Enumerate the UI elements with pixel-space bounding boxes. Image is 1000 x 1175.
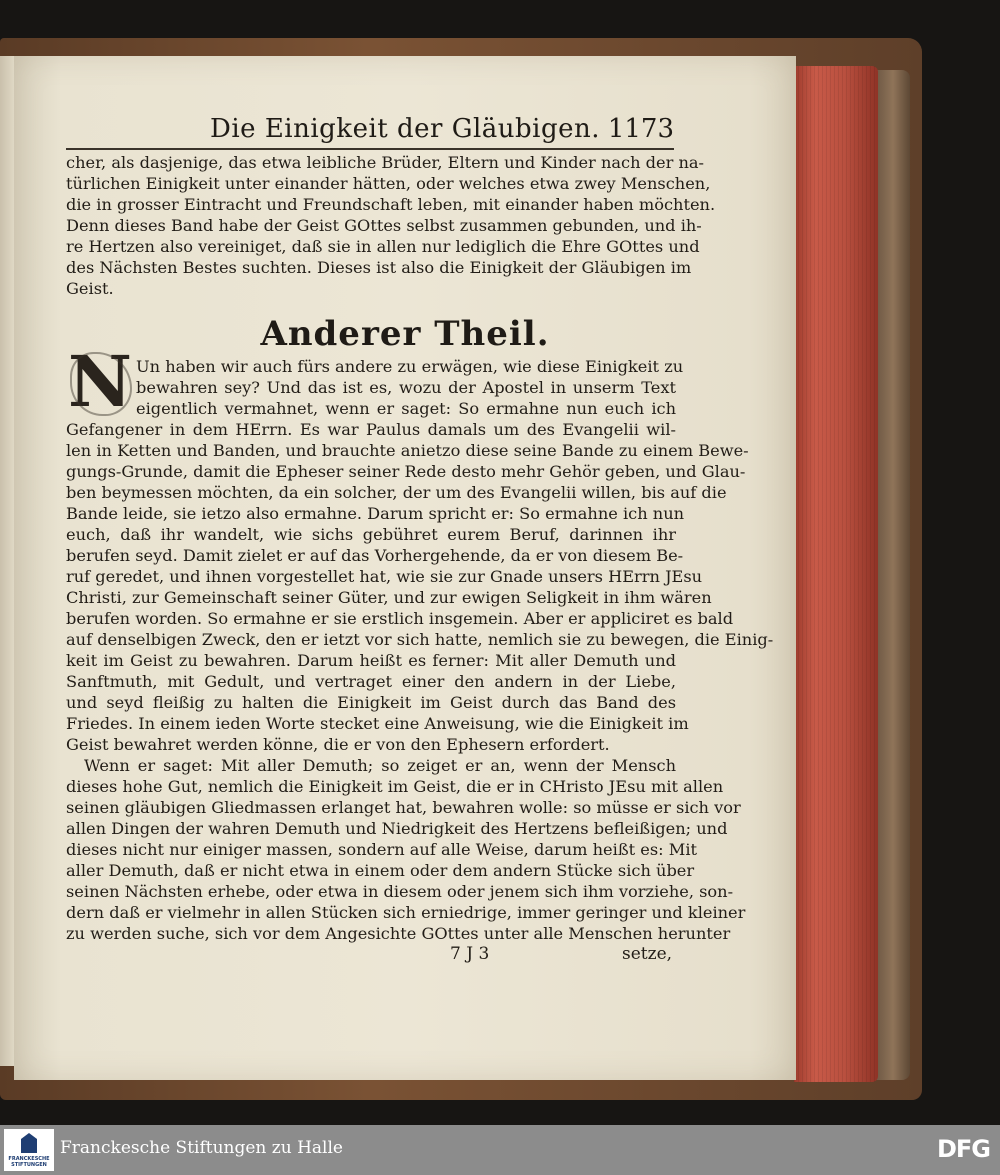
text-line: bewahren sey? Und das ist es, wozu der Apostel in unserm Text: [136, 378, 676, 397]
text-line: auf denselbigen Zweck, den er ietzt vor sich hatte, nemlich sie zu bewegen, die Einig-: [66, 630, 774, 649]
text-line: Christi, zur Gemeinschaft seiner Güter, und zur ewigen Seligkeit in ihm wären: [66, 588, 712, 607]
text-line: keit im Geist zu bewahren. Darum heißt es ferner: Mit aller Demuth und: [66, 651, 676, 670]
text-line: und seyd fleißig zu halten die Einigkeit im Geist durch das Band des: [66, 693, 676, 712]
text-line: seinen Nächsten erhebe, oder etwa in diesem oder jenem sich ihm vorziehe, son-: [66, 882, 734, 901]
text-line: berufen worden. So ermahne er sie erstlich insgemein. Aber er appliciret es bald: [66, 609, 734, 628]
text-line: Un haben wir auch fürs andere zu erwägen, wie diese Einigkeit zu: [136, 357, 684, 376]
text-line: len in Ketten und Banden, und brauchte anietzo diese seine Bande zu einem Bewe-: [66, 441, 749, 460]
text-line: Wenn er saget: Mit aller Demuth; so zeiget er an, wenn der Mensch: [84, 756, 676, 775]
footer-bar: [0, 1125, 1000, 1175]
page-number: 1173: [607, 114, 674, 144]
franckesche-logo[interactable]: [4, 1129, 54, 1171]
logo-icon: [21, 1133, 37, 1153]
text-line: Geist.: [66, 279, 114, 298]
text-line: des Nächsten Bestes suchten. Dieses ist also die Einigkeit der Gläubigen im: [66, 258, 692, 277]
text-line: dieses nicht nur einiger massen, sondern auf alle Weise, darum heißt es: Mit: [66, 840, 698, 859]
signature-mark: 7 J 3: [450, 944, 490, 964]
text-line: cher, als dasjenige, das etwa leibliche Brüder, Eltern und Kinder nach der na-: [66, 153, 705, 172]
text-line: seinen gläubigen Gliedmassen erlanget hat, bewahren wolle: so müsse er sich vor: [66, 798, 741, 817]
logo-text: FRANCKESCHE STIFTUNGEN: [8, 1156, 50, 1168]
text-line: türlichen Einigkeit unter einander hätten, oder welches etwa zwey Menschen,: [66, 174, 711, 193]
text-line: dieses hohe Gut, nemlich die Einigkeit im Geist, die er in CHristo JEsu mit allen: [66, 777, 724, 796]
header-rule: [66, 148, 674, 150]
text-line: zu werden suche, sich vor dem Angesichte GOttes unter alle Menschen herunter: [66, 924, 731, 943]
dfg-logo[interactable]: DFG: [936, 1135, 990, 1163]
text-line: Bande leide, sie ietzo also ermahne. Darum spricht er: So ermahne ich nun: [66, 504, 685, 523]
text-line: aller Demuth, daß er nicht etwa in einem oder dem andern Stücke sich über: [66, 861, 695, 880]
page-edge-texture: [794, 66, 878, 1082]
text-line: gungs-Grunde, damit die Epheser seiner Rede desto mehr Gehör geben, und Glau-: [66, 462, 746, 481]
text-line: Friedes. In einem ieden Worte stecket eine Anweisung, wie die Einigkeit im: [66, 714, 689, 733]
catchword: setze,: [622, 944, 673, 964]
text-line: allen Dingen der wahren Demuth und Niedrigkeit des Hertzens befleißigen; und: [66, 819, 728, 838]
text-line: dern daß er vielmehr in allen Stücken sich erniedrige, immer geringer und kleiner: [66, 903, 746, 922]
text-line: Geist bewahret werden könne, die er von den Ephesern erfordert.: [66, 735, 610, 754]
text-line: eigentlich vermahnet, wenn er saget: So ermahne nun euch ich: [136, 399, 676, 418]
text-line: ben beymessen möchten, da ein solcher, der um des Evangelii willen, bis auf die: [66, 483, 727, 502]
text-line: ruf geredet, und ihnen vorgestellet hat, wie sie zur Gnade unsers HErrn JEsu: [66, 567, 703, 586]
drop-initial: N: [68, 340, 132, 423]
institution-label[interactable]: Franckesche Stiftungen zu Halle: [60, 1138, 343, 1158]
book-page: [14, 56, 796, 1080]
page-header: [74, 114, 674, 146]
text-line: die in grosser Eintracht und Freundschaft leben, mit einander haben möchten.: [66, 195, 716, 214]
text-line: berufen seyd. Damit zielet er auf das Vorhergehende, da er von diesem Be-: [66, 546, 684, 565]
text-line: euch, daß ihr wandelt, wie sichs gebühret eurem Beruf, darinnen ihr: [66, 525, 676, 544]
running-title: Die Einigkeit der Gläubigen.: [210, 114, 601, 144]
text-line: Gefangener in dem HErrn. Es war Paulus damals um des Evangelii wil-: [66, 420, 676, 439]
section-heading: Anderer Theil.: [260, 314, 550, 354]
text-line: Denn dieses Band habe der Geist GOttes selbst zusammen gebunden, und ih-: [66, 216, 702, 235]
back-board: [876, 70, 910, 1080]
text-line: Sanftmuth, mit Gedult, und vertraget einer den andern in der Liebe,: [66, 672, 676, 691]
text-line: re Hertzen also vereiniget, daß sie in allen nur lediglich die Ehre GOttes und: [66, 237, 700, 256]
